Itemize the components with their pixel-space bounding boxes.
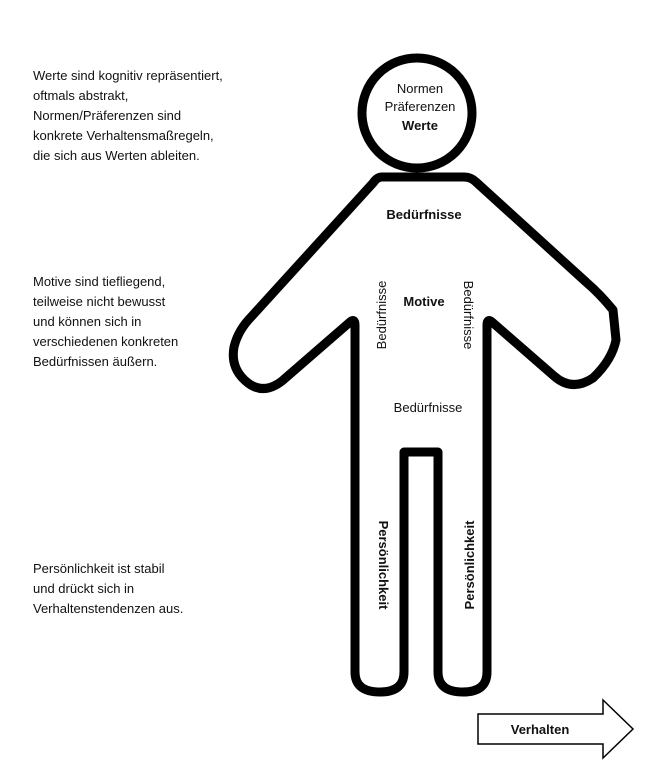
note-line: Bedürfnissen äußern. <box>33 354 158 369</box>
right-leg-personality-label: Persönlichkeit <box>462 520 477 610</box>
note-line: Normen/Präferenzen sind <box>33 108 182 123</box>
head-label-werte: Werte <box>402 118 438 133</box>
belly-needs-label: Bedürfnisse <box>393 400 463 415</box>
center-motives-label: Motive <box>403 294 445 309</box>
note-line: und drückt sich in <box>33 581 135 596</box>
head-label-normen: Normen <box>396 81 444 96</box>
note-line: Persönlichkeit ist stabil <box>33 561 165 576</box>
right-arm-needs-label: Bedürfnisse <box>461 280 476 350</box>
behavior-arrow-label: Verhalten <box>510 722 570 737</box>
head-label-praeferenzen: Präferenzen <box>384 99 456 114</box>
left-arm-needs-label: Bedürfnisse <box>374 280 389 350</box>
note-line: teilweise nicht bewusst <box>33 294 166 309</box>
note-line: oftmals abstrakt, <box>33 88 129 103</box>
note-line: Werte sind kognitiv repräsentiert, <box>33 68 223 83</box>
note-line: konkrete Verhaltensmaßregeln, <box>33 128 214 143</box>
note-line: und können sich in <box>33 314 142 329</box>
note-line: verschiedenen konkreten <box>33 334 179 349</box>
chest-needs-label: Bedürfnisse <box>386 207 462 222</box>
note-line: Motive sind tiefliegend, <box>33 274 166 289</box>
figure-body-outline <box>233 177 616 692</box>
note-line: die sich aus Werten ableiten. <box>33 148 200 163</box>
note-line: Verhaltenstendenzen aus. <box>33 601 184 616</box>
left-leg-personality-label: Persönlichkeit <box>376 520 391 610</box>
